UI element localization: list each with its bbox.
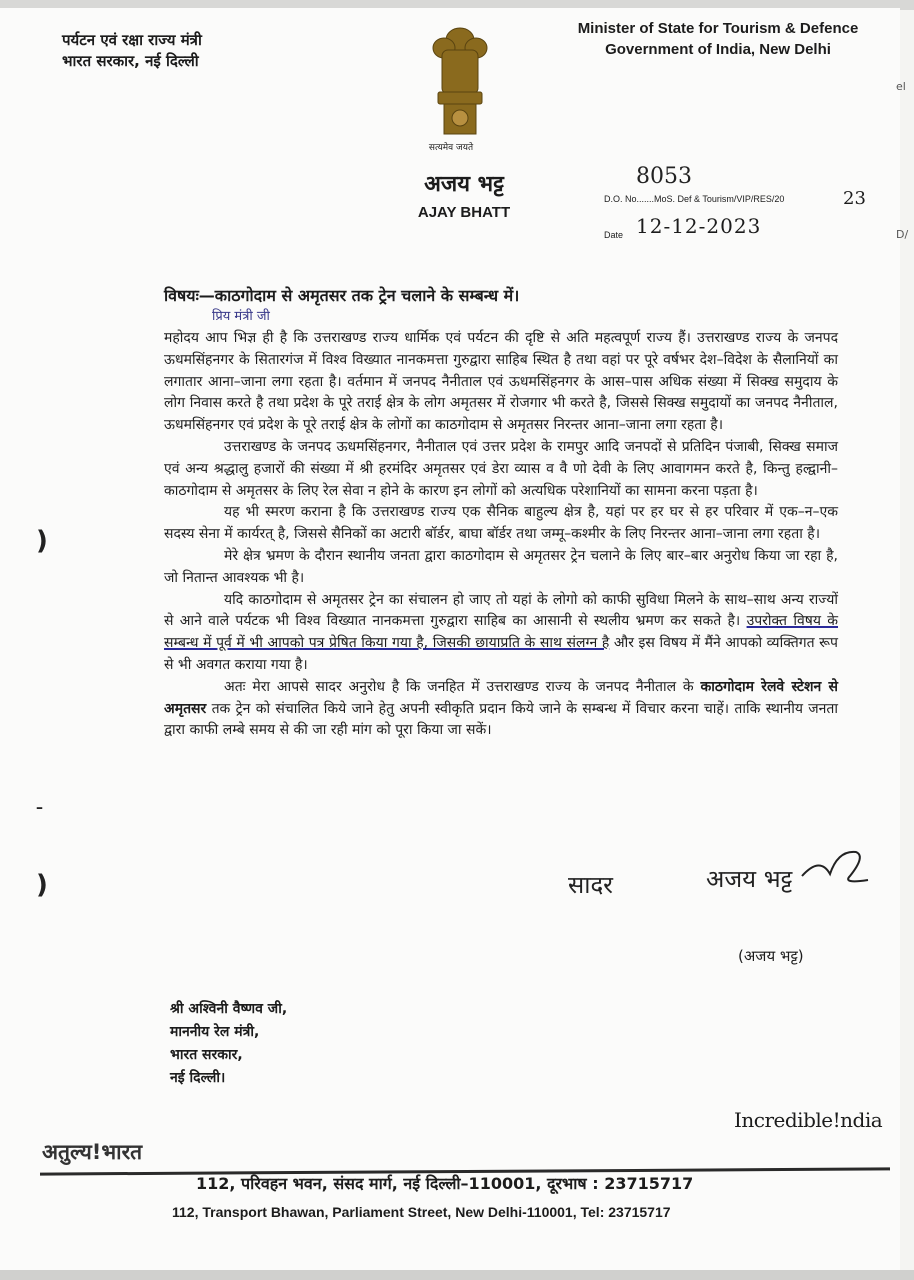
station-name-bold: काठगोदाम रेलवे स्टेशन से अमृतसर [164, 678, 838, 717]
minister-name-english: AJAY BHATT [417, 204, 511, 221]
addressee-block [170, 998, 287, 1090]
handwritten-salutation: प्रिय मंत्री जी [212, 309, 270, 324]
punch-hole-mark: ) [36, 526, 48, 556]
signature-handwritten-2: अजय भट्ट [706, 865, 793, 893]
paragraph-5-part-a: यदि काठगोदाम से अमृतसर ट्रेन का संचालन हो जाए तो यहां के लोगो को काफी सुविधा मिलने के साथ–साथ अन्य राज्यों से आने वाले पर्यटक भी विश्व विख्यात नानकमत्ता गुरुद्वारा साहिब का आसानी से स्थलीय भ्रमण कर सकते है। [164, 591, 838, 630]
office-english: Government of India, New Delhi [605, 41, 831, 58]
punch-hole-mark: ) [36, 870, 48, 900]
letterhead-hindi [62, 30, 202, 72]
paragraph-6-part-c: तक ट्रेन को संचालित किये जाने हेतु अपनी स्वीकृति प्रदान किये जाने के सम्बन्ध में विचार करना चाहें। ताकि स्थानीय जनता द्वारा काफी लम्बे समय से की जा रही मांग को पूरा किया जा सकें। [164, 700, 839, 739]
margin-dash: – [36, 800, 43, 816]
paragraph-5-part-c: और इस विषय में मैंने आपको व्यक्तिगत रूप से भी अवगत कराया गया है। [164, 635, 838, 673]
paragraph-2: उत्तराखण्ड के जनपद ऊधमसिंहनगर, नैनीताल एवं उत्तर प्रदेश के रामपुर आदि जनपदों से प्रतिदिन पंजाबी, सिक्ख समाज एवं अन्य श्रद्धालु हजारों की संख्या में श्री हरमंदिर अमृतसर एवं डेरा व्यास व वै णो देवी के लिए आवागमन करते है, किन्तु हल्द्वानी–काठगोदाम से अमृतसर के लिए रेल सेवा न होने के कारण इन लोगों को अत्यधिक परेशानियों का सामना करना पड़ता है। [164, 438, 838, 499]
paragraph-6 [164, 677, 838, 742]
bottom-band [0, 1270, 914, 1280]
addressee-line: नई दिल्ली। [170, 1070, 226, 1086]
incredible-india-logo: Incredible!ndia [734, 1108, 883, 1132]
paragraph-6-part-a: अतः मेरा आपसे सादर अनुरोध है कि जनहित में उत्तराखण्ड राज्य के जनपद नैनीताल के [224, 678, 694, 695]
signer-name: (अजय भट्ट) [738, 947, 804, 965]
signature-handwritten-1: सादर [568, 871, 613, 899]
footer-address-hindi: 112, परिवहन भवन, संसद मार्ग, नई दिल्ली–110001, दूरभाष : 23715717 [196, 1174, 694, 1193]
designation-english: Minister of State for Tourism & Defence [577, 20, 859, 37]
addressee-line: श्री अश्विनी वैष्णव जी, [170, 1001, 288, 1017]
subject-line: विषयः—काठगोदाम से अमृतसर तक ट्रेन चलाने के सम्बन्ध में। [164, 286, 520, 305]
office-hindi: भारत सरकार, नई दिल्ली [62, 52, 199, 70]
margin-fragment: D/ [896, 228, 909, 241]
underlined-reference: उपरोक्त विषय के सम्बन्ध में पूर्व में भी आपको पत्र प्रेषित किया गया है, जिसकी छायाप्रति के साथ संलग्न है [164, 613, 839, 652]
do-year-handwritten: 23 [843, 188, 866, 209]
emblem-motto: सत्यमेव जयते [428, 143, 474, 153]
designation-hindi: पर्यटन एवं रक्षा राज्य मंत्री [62, 31, 202, 49]
margin-fragment: el [896, 80, 906, 93]
paragraph-1: महोदय आप भिज्ञ ही है कि उत्तराखण्ड राज्य धार्मिक एवं पर्यटन की दृष्टि से अति महत्वपूर्ण राज्य हैं। उत्तराखण्ड राज्य के जनपद ऊधमसिंहनगर के सितारगंज में विश्व विख्यात नानकमत्ता गुरुद्वारा साहिब स्थित है तथा वहां पर पूरे वर्षभर देश–विदेश के सैलानियों का लगातार आना–जाना लगा रहता है। वर्तमान में जनपद नैनीताल एवं ऊधमसिंहनगर के आस–पास अधिक संख्या में सिक्ख समुदाय के लोग निवास करते है तथा प्रदेश के पूरे तराई क्षेत्र के लोग अमृतसर में रोजगार भी करते है, जिससे सिक्ख समुदायों का जनपद नैनीताल, ऊधमसिंहनगर एवं प्रदेश के पूरे तराई क्षेत्र के लोगों का काठगोदाम से अमृतसर निरन्तर आना–जाना लगा रहता है। [164, 330, 838, 434]
letter-body [164, 328, 838, 742]
signature-flourish-icon [800, 846, 870, 886]
national-emblem-icon [420, 20, 500, 150]
addressee-line: भारत सरकार, [170, 1047, 243, 1063]
do-number-handwritten: 8053 [636, 164, 692, 189]
addressee-line: माननीय रेल मंत्री, [170, 1024, 260, 1040]
letterhead-english [568, 18, 868, 60]
date-label: Date [604, 230, 624, 240]
date-handwritten: 12-12-2023 [636, 214, 762, 238]
atulya-bharat-logo: अतुल्य!भारत [42, 1140, 143, 1164]
minister-name-hindi: अजय भट्ट [424, 172, 504, 197]
paragraph-5 [164, 590, 838, 677]
do-reference: D.O. No.......MoS. Def & Tourism/VIP/RES/20 [604, 194, 785, 204]
footer-address-english: 112, Transport Bhawan, Parliament Street, New Delhi-110001, Tel: 23715717 [172, 1204, 671, 1220]
paragraph-4: मेरे क्षेत्र भ्रमण के दौरान स्थानीय जनता द्वारा काठगोदाम से अमृतसर ट्रेन चलाने के लिए बार–बार अनुरोध किया जा रहा है, जो नितान्त आवश्यक भी है। [164, 547, 838, 586]
paragraph-3: यह भी स्मरण कराना है कि उत्तराखण्ड राज्य एक सैनिक बाहुल्य क्षेत्र है, यहां पर हर घर से हर परिवार में एक–न–एक सदस्य सेना में कार्यरत् है, जिससे सैनिकों का अटारी बॉर्डर, बाघा बॉर्डर तथा जम्मू–कश्मीर के लिए निरन्तर आना–जाना लगा रहता है। [164, 504, 838, 543]
